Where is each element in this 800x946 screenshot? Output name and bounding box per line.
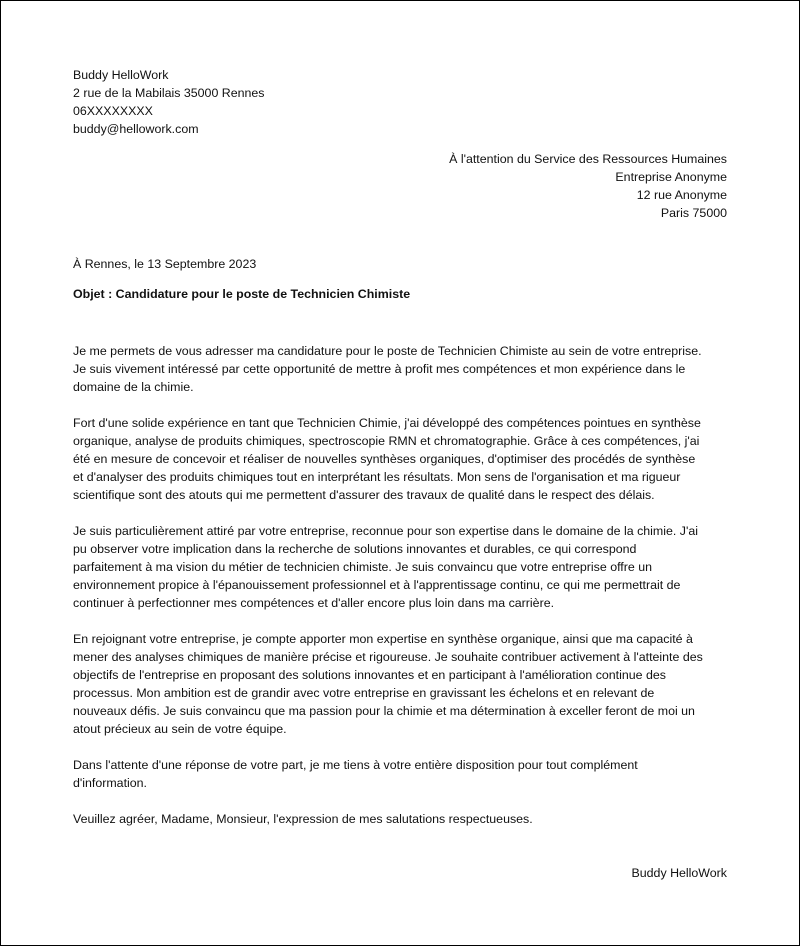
paragraph-line: mener des analyses chimiques de manière précise et rigoureuse. Je souhaite contribuer activement à l'atteinte des: [73, 650, 703, 664]
paragraph-line: Je suis particulièrement attiré par votre entreprise, reconnue pour son expertise dans le domaine de la chimie. J'ai: [73, 524, 698, 538]
letter-body: [73, 342, 731, 846]
letter-date: À Rennes, le 13 Septembre 2023: [73, 257, 257, 271]
sender-address: 2 rue de la Mabilais 35000 Rennes: [73, 86, 265, 100]
letter-subject: Objet : Candidature pour le poste de Technicien Chimiste: [73, 287, 411, 301]
paragraph-line: d'information.: [73, 776, 147, 790]
sender-block: [73, 66, 265, 138]
paragraph-line: et d'analyser des produits chimiques tout en interprétant les résultats. Mon sens de l'organisation et ma rigueur: [73, 470, 681, 484]
paragraph-line: scientifique sont des atouts qui me permettent d'assurer des travaux de qualité dans le respect des délais.: [73, 488, 655, 502]
recipient-attention: À l'attention du Service des Ressources Humaines: [449, 152, 727, 166]
paragraph-line: environnement propice à l'épanouissement professionnel et à l'apprentissage continu, ce qui me permettrait de: [73, 578, 681, 592]
recipient-city: Paris 75000: [660, 206, 727, 220]
letter-paragraph: [73, 414, 731, 504]
paragraph-line: Je suis vivement intéressé par cette opportunité de mettre à profit mes compétences et mon expérience dans le: [73, 362, 686, 376]
signature: Buddy HelloWork: [631, 866, 727, 880]
sender-name: Buddy HelloWork: [73, 68, 169, 82]
paragraph-line: organique, analyse de produits chimiques, spectroscopie RMN et chromatographie. Grâce à ces compétences, j'ai: [73, 434, 700, 448]
letter-paragraph: [73, 342, 731, 396]
sender-phone: 06XXXXXXXX: [73, 104, 153, 118]
paragraph-line: Dans l'attente d'une réponse de votre part, je me tiens à votre entière disposition pour tout complément: [73, 758, 638, 772]
paragraph-line: processus. Mon ambition est de grandir avec votre entreprise en gravissant les échelons et en relevant de: [73, 686, 655, 700]
paragraph-line: Veuillez agréer, Madame, Monsieur, l'expression de mes salutations respectueuses.: [73, 812, 533, 826]
paragraph-line: continuer à perfectionner mes compétences et d'aller encore plus loin dans ma carrière.: [73, 596, 555, 610]
paragraph-line: Je me permets de vous adresser ma candidature pour le poste de Technicien Chimiste au sein de votre entreprise.: [73, 344, 702, 358]
letter-paragraph: [73, 756, 731, 792]
letter-paragraph: [73, 522, 731, 612]
paragraph-line: nouveaux défis. Je suis convaincu que ma passion pour la chimie et ma détermination à exceller feront de moi un: [73, 704, 695, 718]
paragraph-line: pu observer votre implication dans la recherche de solutions innovantes et durables, ce qui correspond: [73, 542, 637, 556]
letter-paragraph: [73, 810, 731, 828]
paragraph-line: Fort d'une solide expérience en tant que Technicien Chimie, j'ai développé des compétences pointues en synthèse: [73, 416, 701, 430]
sender-email: buddy@hellowork.com: [73, 122, 199, 136]
paragraph-line: En rejoignant votre entreprise, je compte apporter mon expertise en synthèse organique, ainsi que ma capacité à: [73, 632, 693, 646]
paragraph-line: objectifs de l'entreprise en proposant des solutions innovantes et en participant à l'amélioration continue des: [73, 668, 666, 682]
recipient-block: [449, 150, 727, 222]
paragraph-line: domaine de la chimie.: [73, 380, 194, 394]
letter-paragraph: [73, 630, 731, 738]
recipient-street: 12 rue Anonyme: [636, 188, 727, 202]
paragraph-line: été en mesure de concevoir et réaliser de nouvelles synthèses organiques, d'optimiser des procédés de synthèse: [73, 452, 696, 466]
recipient-company: Entreprise Anonyme: [615, 170, 727, 184]
paragraph-line: parfaitement à ma vision du métier de technicien chimiste. Je suis convaincu que votre entreprise offre un: [73, 560, 652, 574]
paragraph-line: atout précieux au sein de votre équipe.: [73, 722, 287, 736]
